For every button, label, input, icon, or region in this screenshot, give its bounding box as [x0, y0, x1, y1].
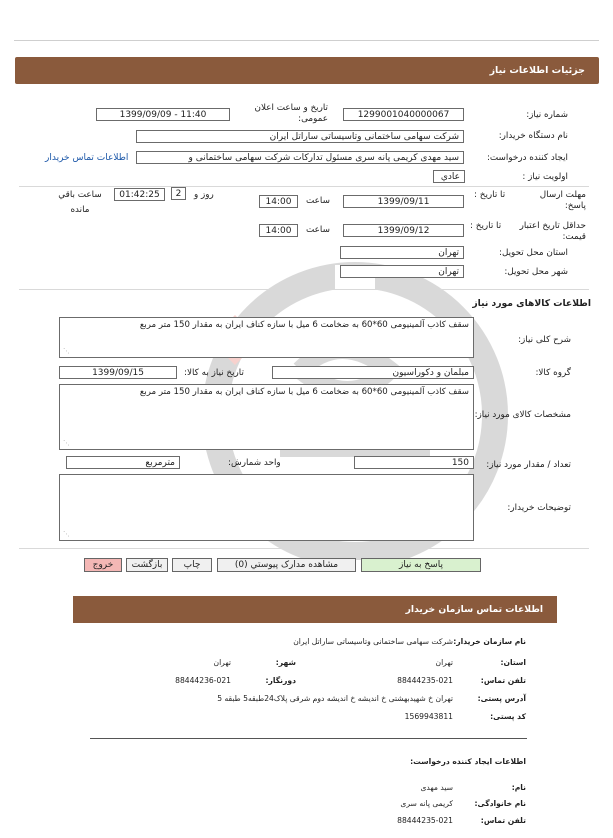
- resize-handle-icon[interactable]: ⋰: [63, 530, 70, 538]
- city-field[interactable]: تهران: [340, 265, 464, 278]
- contact-fax-value: 88444236-021: [175, 676, 231, 685]
- deadline-to-date-label: تا تاریخ :: [474, 190, 506, 200]
- divider: [19, 289, 589, 290]
- group-label: گروه کالا:: [535, 368, 571, 378]
- contact-org-label: نام سازمان خریدار:: [453, 637, 526, 646]
- validity-date-field[interactable]: 1399/09/12: [343, 224, 464, 237]
- top-divider: [14, 40, 599, 41]
- contact-card-title: اطلاعات تماس سازمان خریدار: [405, 604, 543, 615]
- contact-city-value: تهران: [213, 658, 231, 667]
- priority-label: اولویت نیاز :: [522, 172, 568, 182]
- deadline-date-field[interactable]: 1399/09/11: [343, 195, 464, 208]
- summary-label: شرح کلی نیاز:: [518, 335, 571, 345]
- validity-time-field[interactable]: 14:00: [259, 224, 298, 237]
- page-title-bar: [15, 57, 599, 84]
- announce-field[interactable]: 1399/09/09 - 11:40: [96, 108, 230, 121]
- buyer-notes-label: توضیحات خریدار:: [507, 503, 571, 513]
- priority-field[interactable]: عادي: [433, 170, 465, 183]
- contact-address-label: آدرس پستی:: [477, 694, 526, 703]
- remaining-time-field[interactable]: 01:42:25: [114, 188, 165, 201]
- goods-section-title: اطلاعات کالاهای مورد نیاز: [472, 298, 591, 309]
- creator-phone-label: تلفن تماس:: [480, 816, 526, 825]
- creator-name-value: سید مهدی: [420, 783, 453, 792]
- creator-family-value: کریمی پانه سری: [400, 799, 453, 808]
- contact-postal-label: کد پستی:: [490, 712, 526, 721]
- contact-org-value: شرکت سهامی ساختمانی وتاسیساتی ساراتل ایران: [293, 637, 453, 646]
- validity-label: حداقل تاریخ اعتبار قیمت:: [519, 221, 586, 242]
- contact-address-value: تهران خ شهیدبهشتی خ اندیشه خ اندیشه دوم شرقی پلاک24طبقه5 طبقه 5: [217, 694, 453, 703]
- validity-time-label: ساعت: [306, 225, 330, 235]
- announce-label: تاریخ و ساعت اعلان عمومی:: [254, 103, 328, 124]
- buyer-org-field[interactable]: شرکت سهامی ساختمانی وتاسیساتی ساراتل ایران: [136, 130, 464, 143]
- summary-textarea[interactable]: [59, 317, 474, 358]
- specs-textarea[interactable]: [59, 384, 474, 450]
- buyer-contact-link[interactable]: اطلاعات تماس خریدار: [45, 153, 129, 163]
- reply-button[interactable]: پاسخ به نیاز: [361, 558, 481, 572]
- contact-phone-value: 88444235-021: [397, 676, 453, 685]
- requester-label: ایجاد کننده درخواست:: [486, 153, 568, 163]
- resize-handle-icon[interactable]: ⋰: [63, 347, 70, 355]
- group-field[interactable]: مبلمان و دکوراسیون: [272, 366, 474, 379]
- buyer-notes-textarea[interactable]: [59, 474, 474, 541]
- qty-field[interactable]: 150: [354, 456, 474, 469]
- divider: [19, 548, 589, 549]
- contact-postal-value: 1569943811: [404, 712, 453, 721]
- deadline-time-field[interactable]: 14:00: [259, 195, 298, 208]
- need-number-label: شماره نیاز:: [526, 110, 568, 120]
- need-number-field[interactable]: 1299001040000067: [343, 108, 464, 121]
- attachments-button[interactable]: مشاهده مدارک پیوستي (0): [217, 558, 356, 572]
- contact-phone-label: تلفن تماس:: [480, 676, 526, 685]
- province-label: استان محل تحویل:: [498, 248, 568, 258]
- remaining-label: ساعت باقي مانده: [58, 190, 102, 215]
- remaining-days-field[interactable]: 2: [171, 187, 186, 200]
- creator-section-title: اطلاعات ایجاد کننده درخواست:: [410, 757, 526, 766]
- contact-province-value: تهران: [435, 658, 453, 667]
- back-button[interactable]: بازگشت: [126, 558, 168, 572]
- qty-label: تعداد / مقدار مورد نیاز:: [486, 460, 571, 470]
- creator-name-label: نام:: [511, 783, 526, 792]
- print-button[interactable]: چاپ: [172, 558, 212, 572]
- validity-to-date-label: تا تاریخ :: [470, 221, 502, 231]
- deadline-time-label: ساعت: [306, 196, 330, 206]
- contact-province-label: استان:: [500, 658, 526, 667]
- resize-handle-icon[interactable]: ⋰: [63, 439, 70, 447]
- unit-field[interactable]: مترمربع: [66, 456, 180, 469]
- province-field[interactable]: تهران: [340, 246, 464, 259]
- divider: [19, 186, 589, 187]
- need-date-field[interactable]: 1399/09/15: [59, 366, 177, 379]
- page-title: جزئیات اطلاعات نیاز: [489, 65, 585, 76]
- need-date-label: تاریخ نیاز به کالا:: [184, 368, 244, 378]
- creator-phone-value: 88444235-021: [397, 816, 453, 825]
- contact-city-label: شهر:: [275, 658, 296, 667]
- deadline-label: مهلت ارسال پاسخ:: [539, 190, 586, 211]
- buyer-org-label: نام دستگاه خریدار:: [498, 131, 568, 141]
- specs-text: سقف کاذب آلمینیومی 60*60 به ضخامت 6 میل با سازه کناف ایران به مقدار 150 متر مربع: [139, 387, 469, 397]
- unit-label: واحد شمارش:: [228, 458, 281, 468]
- exit-button[interactable]: خروج: [84, 558, 122, 572]
- contact-divider: [90, 738, 527, 739]
- specs-label: مشخصات کالای مورد نیاز:: [474, 410, 571, 420]
- creator-family-label: نام خانوادگی:: [474, 799, 526, 808]
- contact-card-header: [73, 596, 557, 623]
- contact-fax-label: دورنگار:: [265, 676, 296, 685]
- city-label: شهر محل تحویل:: [504, 267, 568, 277]
- requester-field[interactable]: سید مهدی کریمی پانه سری مسئول تدارکات شرکت سهامی ساختمانی و: [136, 151, 464, 164]
- days-label: روز و: [194, 190, 214, 200]
- summary-text: سقف کاذب آلمینیومی 60*60 به ضخامت 6 میل با سازه کناف ایران به مقدار 150 متر مربع: [139, 320, 469, 330]
